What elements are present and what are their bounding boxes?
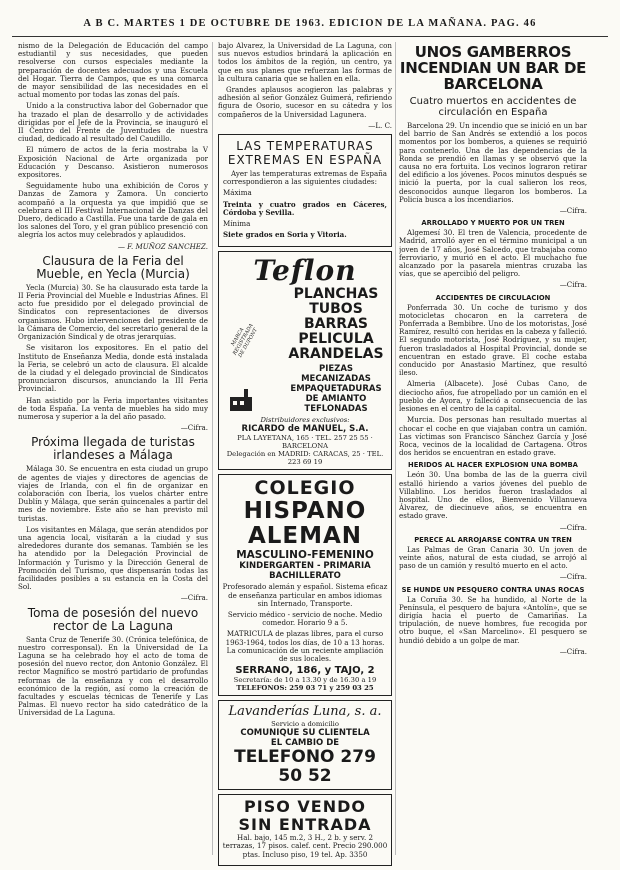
min-label: Mínima	[223, 219, 251, 229]
piso-ad	[218, 794, 392, 866]
paragraph: Seguidamente hubo una exhibición de Coros y Danzas de Zamora y Zamora. Un concierto acompañó a la orquesta ya que impidió que se celebrara el III Festival Internacional de Danzas del Duero, dedicado a Castilla. Fue una tarde de gala en los salones del Toro, y el gran público presenció con alegría los actos muy celebrados y aplaudidos.	[18, 181, 208, 240]
page-header: A B C. MARTES 1 DE OCTUBRE DE 1963. EDICION DE LA MAÑANA. PAG. 46	[83, 18, 537, 29]
paragraph: Las Palmas de Gran Canaria 30. Un joven de veinte años, natural de esta ciudad, se arrojó al paso de un camión y resultó muerto en el acto.	[399, 544, 587, 571]
colegio-bach: BACHILLERATO	[269, 571, 341, 582]
max-label: Máxima	[223, 188, 252, 198]
subheadline: Cuatro muertos en accidentes de circulación en España	[409, 96, 577, 118]
paragraph: El número de actos de la feria mostraba la V Exposición Nacional de Arte organizada por Educación y Descanso. Asistieron numerosos expositores.	[18, 145, 208, 180]
paragraph: Yecla (Murcia) 30. Se ha clausurado esta tarde la II Feria Provincial del Mueble e Industrias Afines. El acto fue presidido por el delegado provincial de Sindicatos con representaciones de diversos organismos. Hubo intervenciones del presidente de la Cámara de Comercio, del secretario general de la Organización Sindical y de otras jerarquías.	[18, 282, 208, 342]
colegio-text: MATRICULA de plazas libres, para el curso 1963-1964, todos los días, de 10 a 13 horas. La comunicación de un reciente ampliación de sus locales.	[225, 629, 385, 664]
colegio-levels: KINDERGARTEN - PRIMARIA	[239, 561, 371, 572]
subhead-pesquero: SE HUNDE UN PESQUERO CONTRA UNAS ROCAS	[401, 585, 585, 594]
colegio-phones: TELEFONOS: 259 03 71 y 259 03 25	[236, 684, 374, 693]
colegio-ad	[218, 474, 392, 696]
paragraph: Santa Cruz de Tenerife 30. (Crónica telefónica, de nuestro corresponsal). En la Universidad de La Laguna se ha celebrado hoy el acto de toma de posesión del nuevo rector, don Antonio González. El rector Magnífico se mostró partidario de profundas reformas de la enseñanza y con el desarrollo económico de la región, así como la creación de facultades y escuelas técnicas de Tenerife y Las Palmas. El nuevo rector ha sido catedrático de la Universidad de La Laguna.	[18, 634, 208, 718]
byline: —Cifra.	[559, 646, 587, 656]
temperatures-title: LAS TEMPERATURAS EXTREMAS EN ESPAÑA	[227, 139, 383, 168]
byline: — F. MUÑOZ SANCHEZ.	[117, 241, 208, 251]
lavanderias-service: Servicio a domicilio	[271, 720, 339, 729]
paragraph: Ponferrada 30. Un coche de turismo y dos motocicletas chocaron en la carretera de Ponferrada a Bembibre. Uno de los motoristas, José Ramírez, resultó con heridas en la cabeza y falleció. El segundo motorista, José Rodríguez, y su mujer, fueron trasladados al Hospital Provincial, donde se encuentran en estado grave. El coche estaba conducido por Anastasio Martínez, que resultó ileso.	[399, 302, 587, 378]
subhead-perece: PERECE AL ARROJARSE CONTRA UN TREN	[414, 535, 572, 544]
piso-text: Hal. bajo, 145 m.2, 3 H., 2 b. y serv. 2 terrazas, 17 pisos. calef. cent. Precio 290.000 ptas. Incluso piso, 19 tel. Ap. 3350	[222, 833, 388, 859]
column-2	[218, 42, 392, 870]
teflon-badge: MARCA REGISTRADA DE DUPONT	[230, 323, 259, 360]
byline: —Cifra.	[559, 280, 587, 290]
lavanderias-ad	[218, 700, 392, 790]
teflon-item: BARRAS	[304, 316, 368, 333]
colegio-text: Servicio médico - servicio de noche. Medio comedor. Horario 9 a 5.	[227, 610, 383, 628]
paragraph: Málaga 30. Se encuentra en esta ciudad un grupo de agentes de viajes y directores de agencias de viajes de Irlanda, con el fin de organizar en colaboración con Iberia, los vuelos chárter entre Dublín y Málaga, que serán quincenales a partir del mes de noviembre. Este año se han previsto mil turistas.	[18, 464, 208, 523]
header-rule	[12, 36, 608, 37]
headline-laguna: Toma de posesión del nuevo rector de La Laguna	[27, 605, 199, 633]
temperatures-box	[218, 134, 392, 247]
teflon-ad	[218, 251, 392, 470]
paragraph: Grandes aplausos acogieron las palabras y adhesión al señor González Guimerá, refiriendo figura de Osorio, sucesor en su cátedra y los compañeros de la Universidad Lagunera.	[218, 85, 392, 119]
factory-icon	[228, 387, 254, 413]
column-3	[399, 42, 587, 659]
column-divider	[212, 42, 213, 855]
min-text: Siete grados en Soria y Vitoria.	[223, 230, 347, 240]
teflon-madrid: Delegación en MADRID: CARACAS, 25 · TEL. 223 69 19	[226, 450, 384, 467]
byline: —L. C.	[368, 120, 392, 130]
teflon-item: PLANCHAS	[293, 286, 379, 303]
colegio-text: Profesorado alemán y español. Sistema eficaz de enseñanza particular en ambos idiomas sin Internado, Transporte.	[222, 582, 388, 608]
colegio-hours: Secretaría: de 10 a 13.30 y de 16.30 a 19	[233, 676, 377, 685]
teflon-address: PLA LAYETANA, 165 · TEL. 257 25 55 · BARCELONA	[237, 434, 373, 451]
lavanderias-phone: TELEFONO 279 50 52	[234, 747, 376, 787]
lavanderias-line: EL CAMBIO DE	[270, 738, 340, 749]
lavanderias-name: Lavanderías Luna, s. a.	[228, 704, 382, 720]
subhead-accidentes: ACCIDENTES DE CIRCULACION	[435, 293, 551, 302]
max-text: Treinta y cuatro grados en Cáceres, Córdoba y Sevilla.	[223, 199, 387, 217]
teflon-item: TUBOS	[309, 301, 363, 318]
paragraph: Los visitantes en Málaga, que serán atendidos por una agencia local, visitarán a la ciudad y sus alrededores durante dos semanas. También se les ha atendido por la Delegación Provincial de Información y Turismo y la Dirección General de Promoción del Turismo, que dispensarán todas las facilidades posibles a su estancia en la Costa del Sol.	[18, 524, 208, 592]
headline-yecla: Clausura de la Feria del Mueble, en Yecla (Murcia)	[36, 253, 190, 281]
paragraph: Unido a la constructiva labor del Gobernador que ha trazado el plan de desarrollo y de actividades dirigidas por el Jefe de la Provincia, se inauguró el II Centro del Frente de Juventudes de nuestra ciudad, dedicado al resultado del Caudillo.	[18, 101, 208, 144]
subhead-tren: ARROLLADO Y MUERTO POR UN TREN	[421, 219, 565, 228]
byline: —Cifra.	[180, 593, 208, 603]
column-divider	[395, 42, 396, 855]
teflon-item: ARANDELAS	[288, 346, 384, 363]
teflon-line: PIEZAS MECANIZADAS	[301, 364, 371, 385]
byline: —Cifra.	[559, 522, 587, 532]
subhead-bomba: HERIDOS AL HACER EXPLOSION UNA BOMBA	[408, 461, 578, 470]
paragraph: bajo Alvarez, la Universidad de La Laguna, con sus nuevos estudios brindará la aplicación en todos los ámbitos de la región, un centro, ya que en sus planes que refuerzan las formas de la cultura canaria que se hallen en ella.	[218, 42, 392, 83]
byline: —Cifra.	[559, 206, 587, 216]
paragraph: Almeria (Albacete). José Cubas Cano, de dieciocho años, fue atropellado por un camión en el pueblo de Ayora, y falleció a consecuencia de las lesiones en el centro de la capital.	[399, 379, 587, 414]
colegio-type: MASCULINO-FEMENINO	[236, 549, 374, 562]
teflon-logo: Teflon	[253, 254, 357, 288]
temperatures-intro: Ayer las temperaturas extremas de España correspondieron a las siguientes ciudades:	[223, 169, 387, 187]
paragraph: Han asistido por la Feria importantes visitantes de toda España. La venta de muebles ha sido muy numerosa y superior a la del año pasado.	[18, 395, 208, 421]
piso-title: PISO VENDO	[244, 797, 366, 817]
colegio-address: SERRANO, 186, y TAJO, 2	[235, 665, 375, 677]
teflon-distributor: RICARDO de MANUEL, S.A.	[241, 424, 369, 435]
paragraph: León 30. Una bomba de las de la guerra civil estalló hiriendo a varios jóvenes del pueblo de Villablino. Los heridos fueron trasladados al hospital. Uno de ellos, Bienvenido Villanueva Álvarez, de diecinueve años, se encuentra en estado grave.	[399, 470, 587, 521]
headline-malaga: Próxima llegada de turistas irlandeses a Málaga	[31, 435, 195, 463]
paragraph: La Coruña 30. Se ha hundido, al Norte de la Península, el pesquero de bajura «Antolín», que se dirigía hacia el puerto de Camariñas. La tripulación, de nueve hombres, fue recogida por otro buque, el «San Marcelino». El pesquero se hundió debido a un golpe de mar.	[399, 594, 587, 645]
paragraph: nismo de la Delegación de Educación del campo estudiantil y sus necesidades, que pueden resolverse con cursos especiales mediante la preparación de docentes adecuados y una Escuela del Hogar. Tierra de Campos, que es una comarca de mayor sensibilidad de las necesidades en el actual momento por todas las zonas del país.	[18, 42, 208, 100]
byline: —Cifra.	[180, 423, 208, 433]
paragraph: Murcia. Dos personas han resultado muertas al chocar el coche en que viajaban contra un camión. Las víctimas son Francisco Sánchez García y José Roca, vecinos de la localidad de Cartagena. Otros dos heridos se encuentran en estado grave.	[399, 415, 587, 458]
paragraph: Algemesí 30. El tren de Valencia, procedente de Madrid, arrolló ayer en el término municipal a un joven de 17 años, José Salcedo, que trabajaba como ferroviario, y murió en el acto. El muchacho fue alcanzado por la pasarela mientras cruzaba las vías, que se apercibió del peligro.	[399, 228, 587, 279]
teflon-distributors-label: Distribuidores exclusivos:	[260, 416, 350, 425]
teflon-line: EMPAQUETADURAS DE AMIANTO TEFLONADAS	[290, 384, 382, 415]
piso-subtitle: SIN ENTRADA	[238, 815, 372, 835]
teflon-item: PELICULA	[298, 331, 374, 348]
lavanderias-line: COMUNIQUE SU CLIENTELA	[240, 728, 370, 739]
colegio-title: COLEGIO	[254, 477, 356, 500]
column-1	[18, 42, 208, 721]
byline: —Cifra.	[559, 572, 587, 582]
colegio-name: HISPANO ALEMAN	[243, 498, 367, 550]
paragraph: Se visitaron los expositores. En el patio del Instituto de Enseñanza Media, donde está instalada la Feria, se celebró un acto de clausura. El alcalde de la ciudad y el delegado provincial de Sindicatos pronunciaron discursos, anunciando la III Feria Provincial.	[18, 343, 208, 394]
headline-gamberros: UNOS GAMBERROS INCENDIAN UN BAR DE BARCELONA	[399, 43, 587, 93]
paragraph: Barcelona 29. Un incendio que se inició en un bar del barrio de San Andrés se extendió a los pocos momentos por los bomberos, a quienes se requirió para contenerlo. Una de las dependencias de la Ronda se prendió en llamas y se observó que la causa no era fortuita. Los vecinos lograron retirar del edificio a los jóvenes. Pocos minutos después se inició la puerta, por la cual salieron los reos, desconocidos aunque llegaron los bomberos. La Policía busca a los incendiarios.	[399, 121, 587, 204]
